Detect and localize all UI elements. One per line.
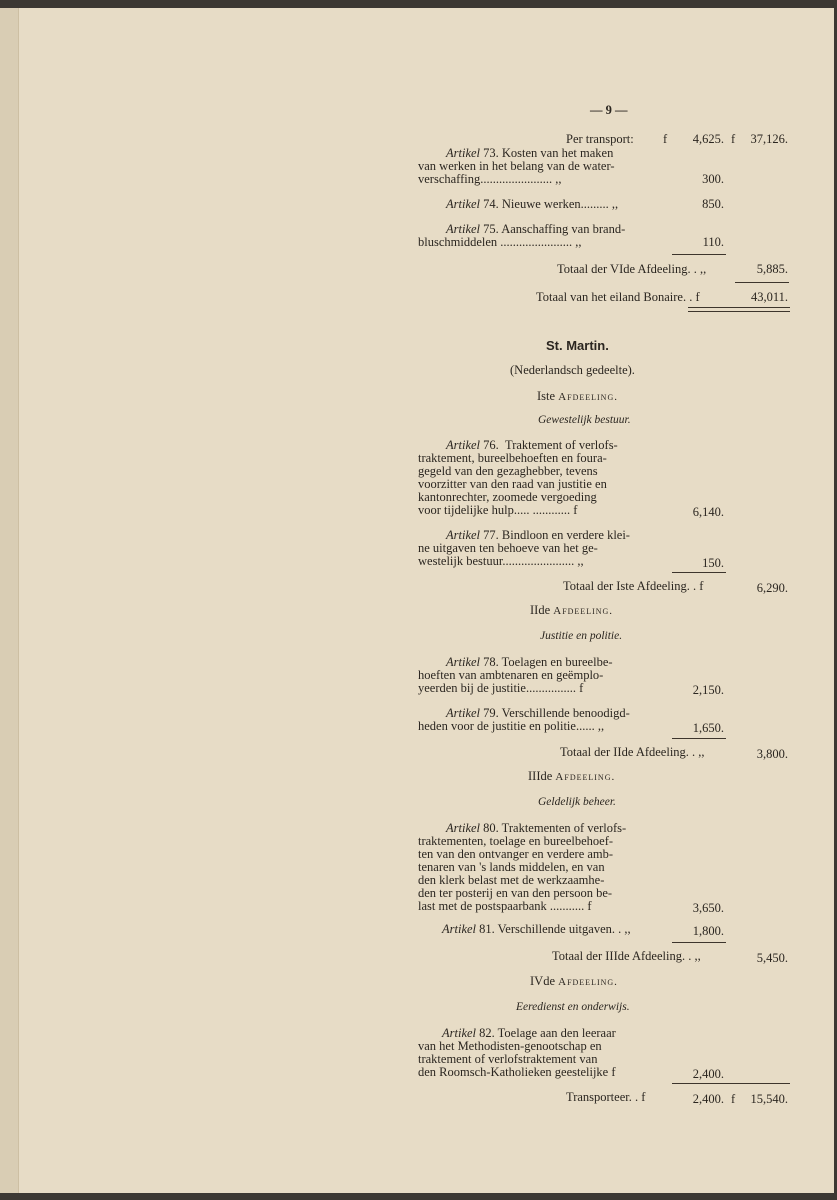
artikel-label: Artikel <box>442 922 477 936</box>
afdeeling-number: IIIde <box>528 769 553 783</box>
total-bonaire-label: Totaal van het eiland Bonaire. . f <box>536 290 700 304</box>
afdeeling-number: Iste <box>537 389 556 403</box>
afdeeling-number: IVde <box>530 974 555 988</box>
art82-line-3: traktement of verlofstraktement van <box>418 1052 598 1066</box>
subtotal-rule <box>672 572 726 573</box>
art73-line-3: verschaffing....................... ,, <box>418 172 562 186</box>
art77-amount: 150. <box>702 556 724 570</box>
total-afd1-label: Totaal der Iste Afdeeling. . f <box>563 579 704 593</box>
per-transport-label: Per transport: <box>566 132 634 146</box>
art77-line-1 <box>446 528 630 542</box>
art81-amount: 1,800. <box>692 924 724 938</box>
artikel-label: Artikel <box>446 706 481 720</box>
afdeeling-2-heading <box>530 603 613 618</box>
artikel-label: Artikel <box>446 821 481 835</box>
art78-line-3: yeerden bij de justitie................ f <box>418 681 584 695</box>
art73-amount: 300. <box>702 172 724 186</box>
artikel-label: Artikel <box>446 655 481 669</box>
total-afd2-amount: 3,800. <box>756 747 788 761</box>
artikel-label: Artikel <box>446 197 481 211</box>
artikel-label: Artikel <box>442 1026 477 1040</box>
art77-line-3: westelijk bestuur....................... ,, <box>418 554 584 568</box>
art80-line-4: tenaren van 's lands middelen, en van <box>418 860 605 874</box>
afdeeling-3-heading <box>528 769 615 784</box>
art74-text: 74. Nieuwe werken......... ,, <box>483 197 619 211</box>
afdeeling-word: Afdeeling. <box>558 976 618 988</box>
art75-line-2: bluschmiddelen ....................... ,, <box>418 235 582 249</box>
subtotal-rule <box>672 738 726 739</box>
art76-line-5: kantonrechter, zoomede vergoeding <box>418 490 597 504</box>
art80-text: 80. Traktementen of verlofs- <box>483 821 627 835</box>
art76-line-6: voor tijdelijke hulp..... ............ f <box>418 503 578 517</box>
per-transport-amount-2: 37,126. <box>750 132 788 146</box>
artikel-label: Artikel <box>446 528 481 542</box>
art77-line-2: ne uitgaven ten behoeve van het ge- <box>418 541 598 555</box>
art79-text: 79. Verschillende benoodigd- <box>483 706 630 720</box>
art80-amount: 3,650. <box>692 901 724 915</box>
art77-text: 77. Bindloon en verdere klei- <box>483 528 630 542</box>
art82-amount: 2,400. <box>692 1067 724 1081</box>
art73-text: 73. Kosten van het maken <box>483 146 614 160</box>
art80-line-3: ten van den ontvanger en verdere amb- <box>418 847 614 861</box>
art80-line-1 <box>446 821 626 835</box>
section-title: St. Martin. <box>546 338 609 353</box>
per-transport-f2: f <box>731 132 736 146</box>
transporteer-f2: f <box>731 1092 736 1106</box>
art76-text: Traktement of verlofs- <box>505 438 618 452</box>
art76-line-3: gegeld van den gezaghebber, tevens <box>418 464 598 478</box>
total-afd2-label: Totaal der IIde Afdeeling. . ,, <box>560 745 705 759</box>
section-subtitle: (Nederlandsch gedeelte). <box>510 363 635 377</box>
per-transport-f1: f <box>663 132 668 146</box>
art75-amount: 110. <box>702 235 724 249</box>
art76-number: 76. <box>483 438 499 452</box>
transporteer-label: Transporteer. . f <box>566 1090 646 1104</box>
page-number: — 9 — <box>590 103 628 117</box>
artikel-label: Artikel <box>446 222 481 236</box>
total-vide-amount: 5,885. <box>756 262 788 276</box>
art76-line-2: traktement, bureelbehoeften en foura- <box>418 451 607 465</box>
double-rule <box>688 307 790 312</box>
art82-line-2: van het Methodisten-genootschap en <box>418 1039 602 1053</box>
art80-line-6: den ter posterij en van den persoon be- <box>418 886 613 900</box>
art82-line-1 <box>442 1026 616 1040</box>
subtotal-rule <box>672 254 726 255</box>
afdeeling-1-heading <box>537 389 618 404</box>
subtotal-rule <box>672 942 726 943</box>
transport-rule <box>672 1083 790 1084</box>
afdeeling-word: Afdeeling. <box>555 771 616 783</box>
art79-line-1 <box>446 706 630 720</box>
art81-line <box>442 922 631 936</box>
art82-text: 82. Toelage aan den leeraar <box>479 1026 616 1040</box>
artikel-label: Artikel <box>446 146 481 160</box>
art74-amount: 850. <box>702 197 724 211</box>
art76-line-4: voorzitter van den raad van justitie en <box>418 477 607 491</box>
afdeeling-word: Afdeeling. <box>558 391 618 403</box>
total-bonaire-amount: 43,011. <box>750 290 788 304</box>
art78-line-1 <box>446 655 613 669</box>
art76-line-1 <box>446 438 618 452</box>
art79-line-2: heden voor de justitie en politie...... ,, <box>418 719 605 733</box>
subtotal-rule <box>735 282 789 283</box>
total-afd3-label: Totaal der IIIde Afdeeling. . ,, <box>552 949 701 963</box>
art73-line-1 <box>446 146 613 160</box>
art78-text: 78. Toelagen en bureelbe- <box>483 655 613 669</box>
art73-line-2: van werken in het belang van de water- <box>418 159 615 173</box>
per-transport-amount-1: 4,625. <box>692 132 724 146</box>
total-vide-label: Totaal der VIde Afdeeling. . ,, <box>557 262 707 276</box>
art80-line-7: last met de postspaarbank ........... f <box>418 899 592 913</box>
afdeeling-word: Afdeeling. <box>553 605 614 617</box>
art75-line-1 <box>446 222 625 236</box>
afdeeling-4-subtitle: Eeredienst en onderwijs. <box>516 1001 630 1013</box>
transporteer-amount-1: 2,400. <box>692 1092 724 1106</box>
total-afd3-amount: 5,450. <box>756 951 788 965</box>
transporteer-amount-2: 15,540. <box>750 1092 788 1106</box>
artikel-label: Artikel <box>446 438 481 452</box>
art74-line <box>446 197 618 211</box>
art80-line-2: traktementen, toelage en bureelbehoef- <box>418 834 614 848</box>
afdeeling-4-heading <box>530 974 618 989</box>
afdeeling-3-subtitle: Geldelijk beheer. <box>538 796 616 808</box>
art79-amount: 1,650. <box>692 721 724 735</box>
afdeeling-number: IIde <box>530 603 551 617</box>
art78-amount: 2,150. <box>692 683 724 697</box>
afdeeling-2-subtitle: Justitie en politie. <box>540 630 623 642</box>
afdeeling-1-subtitle: Gewestelijk bestuur. <box>538 414 631 426</box>
art81-text: 81. Verschillende uitgaven. . ,, <box>479 922 631 936</box>
art78-line-2: hoeften van ambtenaren en geëmplo- <box>418 668 604 682</box>
art75-text: 75. Aanschaffing van brand- <box>483 222 626 236</box>
art80-line-5: den klerk belast met de werkzaamhe- <box>418 873 605 887</box>
art76-amount: 6,140. <box>692 505 724 519</box>
total-afd1-amount: 6,290. <box>756 581 788 595</box>
art82-line-4: den Roomsch-Katholieken geestelijke f <box>418 1065 616 1079</box>
